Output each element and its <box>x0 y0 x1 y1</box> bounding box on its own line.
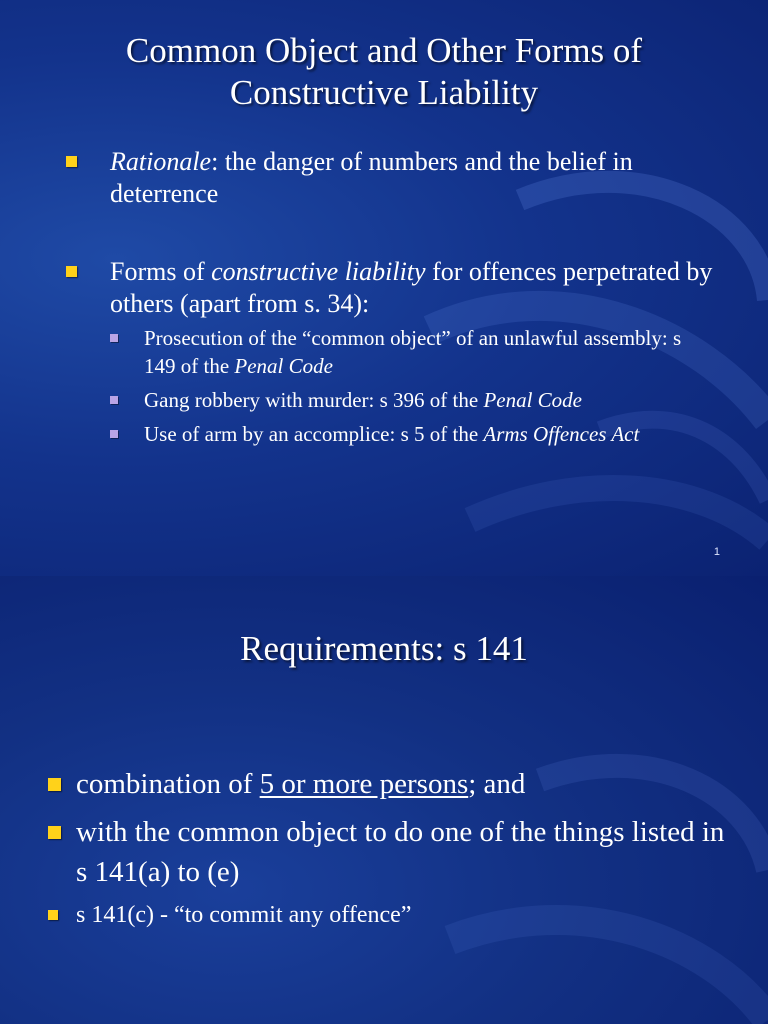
bullet-forms-post: for offences perpetrated by others (apart from s. 34): <box>110 257 713 318</box>
bullet-common-object-text: with the common object to do one of the things listed in s 141(a) to (e) <box>76 816 725 888</box>
yellow-square-bullet-icon <box>66 266 77 277</box>
bullet-combination-pre: combination of <box>76 768 260 800</box>
sub-item-text: Use of arm by an accomplice: s 5 of the <box>144 422 484 446</box>
sub-item-use-of-arm <box>110 420 716 448</box>
sub-item-text: Prosecution of the “common object” of an unlawful assembly: s 149 of the <box>144 326 682 378</box>
bullet-common-object <box>46 812 736 892</box>
bullet-rationale-emphasis: Rationale <box>110 147 212 176</box>
bullet-rationale-text: : the danger of numbers and the belief in deterrence <box>110 147 633 208</box>
slide-2-title: Requirements: s 141 <box>240 629 528 668</box>
slide-2 <box>0 576 768 1024</box>
bullet-combination-underlined: 5 or more persons <box>259 768 469 800</box>
bullet-s141c-text: s 141(c) - “to commit any offence” <box>76 902 412 928</box>
bullet-rationale <box>66 146 716 210</box>
slide-2-bullet-list <box>46 764 736 938</box>
yellow-square-bullet-icon <box>48 826 61 839</box>
bullet-combination-post: ; and <box>468 768 526 800</box>
sub-item-text: Gang robbery with murder: s 396 of the <box>144 388 484 412</box>
bullet-forms-emphasis: constructive liability <box>211 257 426 286</box>
sub-item-emphasis: Arms Offences Act <box>483 422 640 446</box>
sub-item-emphasis: Penal Code <box>234 354 333 378</box>
lavender-square-bullet-icon <box>110 396 118 404</box>
title-line-2: Constructive Liability <box>229 73 539 112</box>
yellow-square-bullet-icon <box>48 910 58 920</box>
lavender-square-bullet-icon <box>110 334 118 342</box>
yellow-square-bullet-icon <box>66 156 77 167</box>
lavender-square-bullet-icon <box>110 430 118 438</box>
slide-1-title <box>0 30 768 114</box>
bullet-s141c <box>46 900 736 930</box>
title-line-1: Common Object and Other Forms of <box>125 31 643 70</box>
slide-1-bullet-list <box>66 146 716 454</box>
sub-item-emphasis: Penal Code <box>483 388 582 412</box>
bullet-forms-of-liability <box>66 256 716 448</box>
bullet-combination <box>46 764 736 804</box>
forms-sub-list <box>110 324 716 448</box>
sub-item-gang-robbery <box>110 386 716 414</box>
sub-item-common-object <box>110 324 716 380</box>
yellow-square-bullet-icon <box>48 778 61 791</box>
slide-page-number: 1 <box>713 546 720 558</box>
bullet-forms-pre: Forms of <box>110 257 212 286</box>
